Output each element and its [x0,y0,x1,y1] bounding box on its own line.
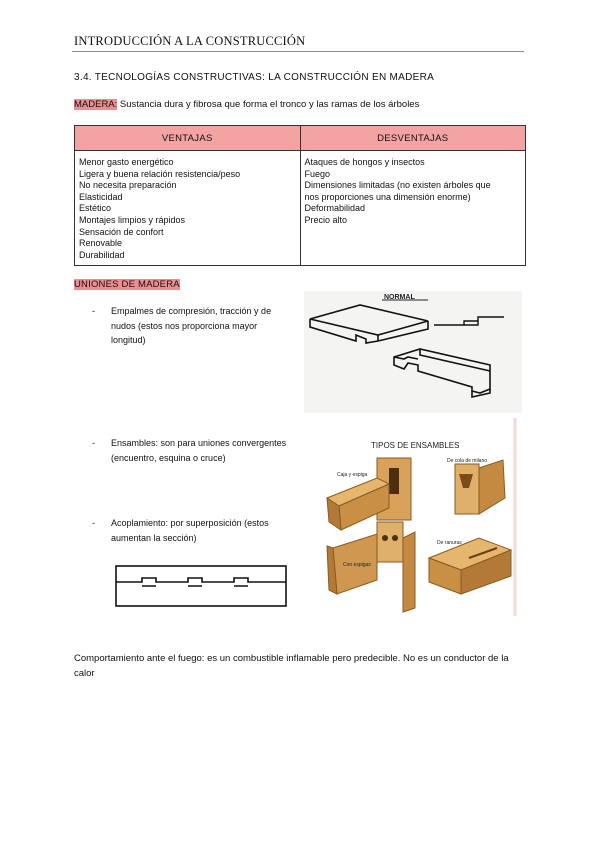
list-item: Fuego [304,168,331,179]
ventajas-cell [75,151,301,266]
list-item: No necesita preparación [79,180,177,191]
list-item: Dimensiones limitadas (no existen árboles que [304,180,491,191]
bullet-line: nudos (estos nos proporciona mayor [111,320,258,331]
bullet-ensambles [92,436,322,468]
bullet-line: Acoplamiento: por superposición (estos [111,518,269,528]
desventajas-cell [300,151,526,266]
figure-label: Con espigas [343,562,371,568]
acoplamiento-figure [94,552,308,632]
joint-drawing-cola-milano [447,458,505,514]
list-item: Ligera y buena relación resistencia/peso [79,168,241,179]
bullet-line: longitud) [111,335,146,345]
figure-label: Caja y espiga [337,472,368,478]
section-title: 3.4. TECNOLOGÍAS CONSTRUCTIVAS: LA CONSTRUCCIÓN EN MADERA [74,72,435,83]
list-item: Elasticidad [79,191,123,202]
wood-block-drawing [310,305,428,343]
table-header-desventajas: DESVENTAJAS [300,126,526,151]
list-item: Durabilidad [79,249,125,260]
bullet-line: Ensambles: son para uniones convergentes [111,438,287,448]
joint-drawing-con-espigas [327,522,415,612]
bullet-line: aumentan la sección) [111,532,197,543]
pros-cons-table [74,125,526,266]
figure-label: NORMAL [384,294,415,301]
definition-text: Sustancia dura y fibrosa que forma el tronco y las ramas de los árboles [117,99,420,110]
list-item: Menor gasto energético [79,157,174,167]
bullet-line: (encuentro, esquina o cruce) [111,452,226,463]
bullet-empalmes [92,304,302,350]
list-item: nos proporciones una dimensión enorme) [304,191,471,202]
list-item: Estético [79,203,112,214]
list-item: Ataques de hongos y insectos [304,157,425,167]
figure-label: De cola de milano [447,458,488,464]
bullet-line: Empalmes de compresión, tracción y de [111,306,272,316]
list-item: Sensación de confort [79,226,164,237]
empalme-drawing [304,291,522,413]
figure-label: De ranuras [437,540,462,546]
definition-term: MADERA: [74,99,118,110]
bullet-dash: - [92,306,95,316]
figure-title: TIPOS DE ENSAMBLES [371,441,460,450]
bullet-dash: - [92,438,95,448]
definition-paragraph [74,99,419,110]
acoplamiento-drawing [94,552,308,632]
document-header-title: INTRODUCCIÓN A LA CONSTRUCCIÓN [74,34,306,48]
empalme-figure [304,291,522,413]
bullet-acoplamiento [92,516,312,548]
joint-drawing-ranuras [429,538,511,594]
table-header-ventajas: VENTAJAS [75,126,301,151]
header-divider [72,51,524,52]
ensambles-drawing [319,418,519,616]
list-item: Deformabilidad [304,203,366,214]
list-item: Renovable [79,238,123,249]
fire-behaviour-note: Comportamiento ante el fuego: es un combustible inflamable pero predecible. No es un conductor de la calor [74,653,509,679]
uniones-title: UNIONES DE MADERA [74,279,180,290]
ensambles-figure [319,418,519,616]
bullet-dash: - [92,518,95,528]
joint-drawing-caja-espiga [327,458,411,530]
list-item: Precio alto [304,214,348,225]
list-item: Montajes limpios y rápidos [79,214,186,225]
